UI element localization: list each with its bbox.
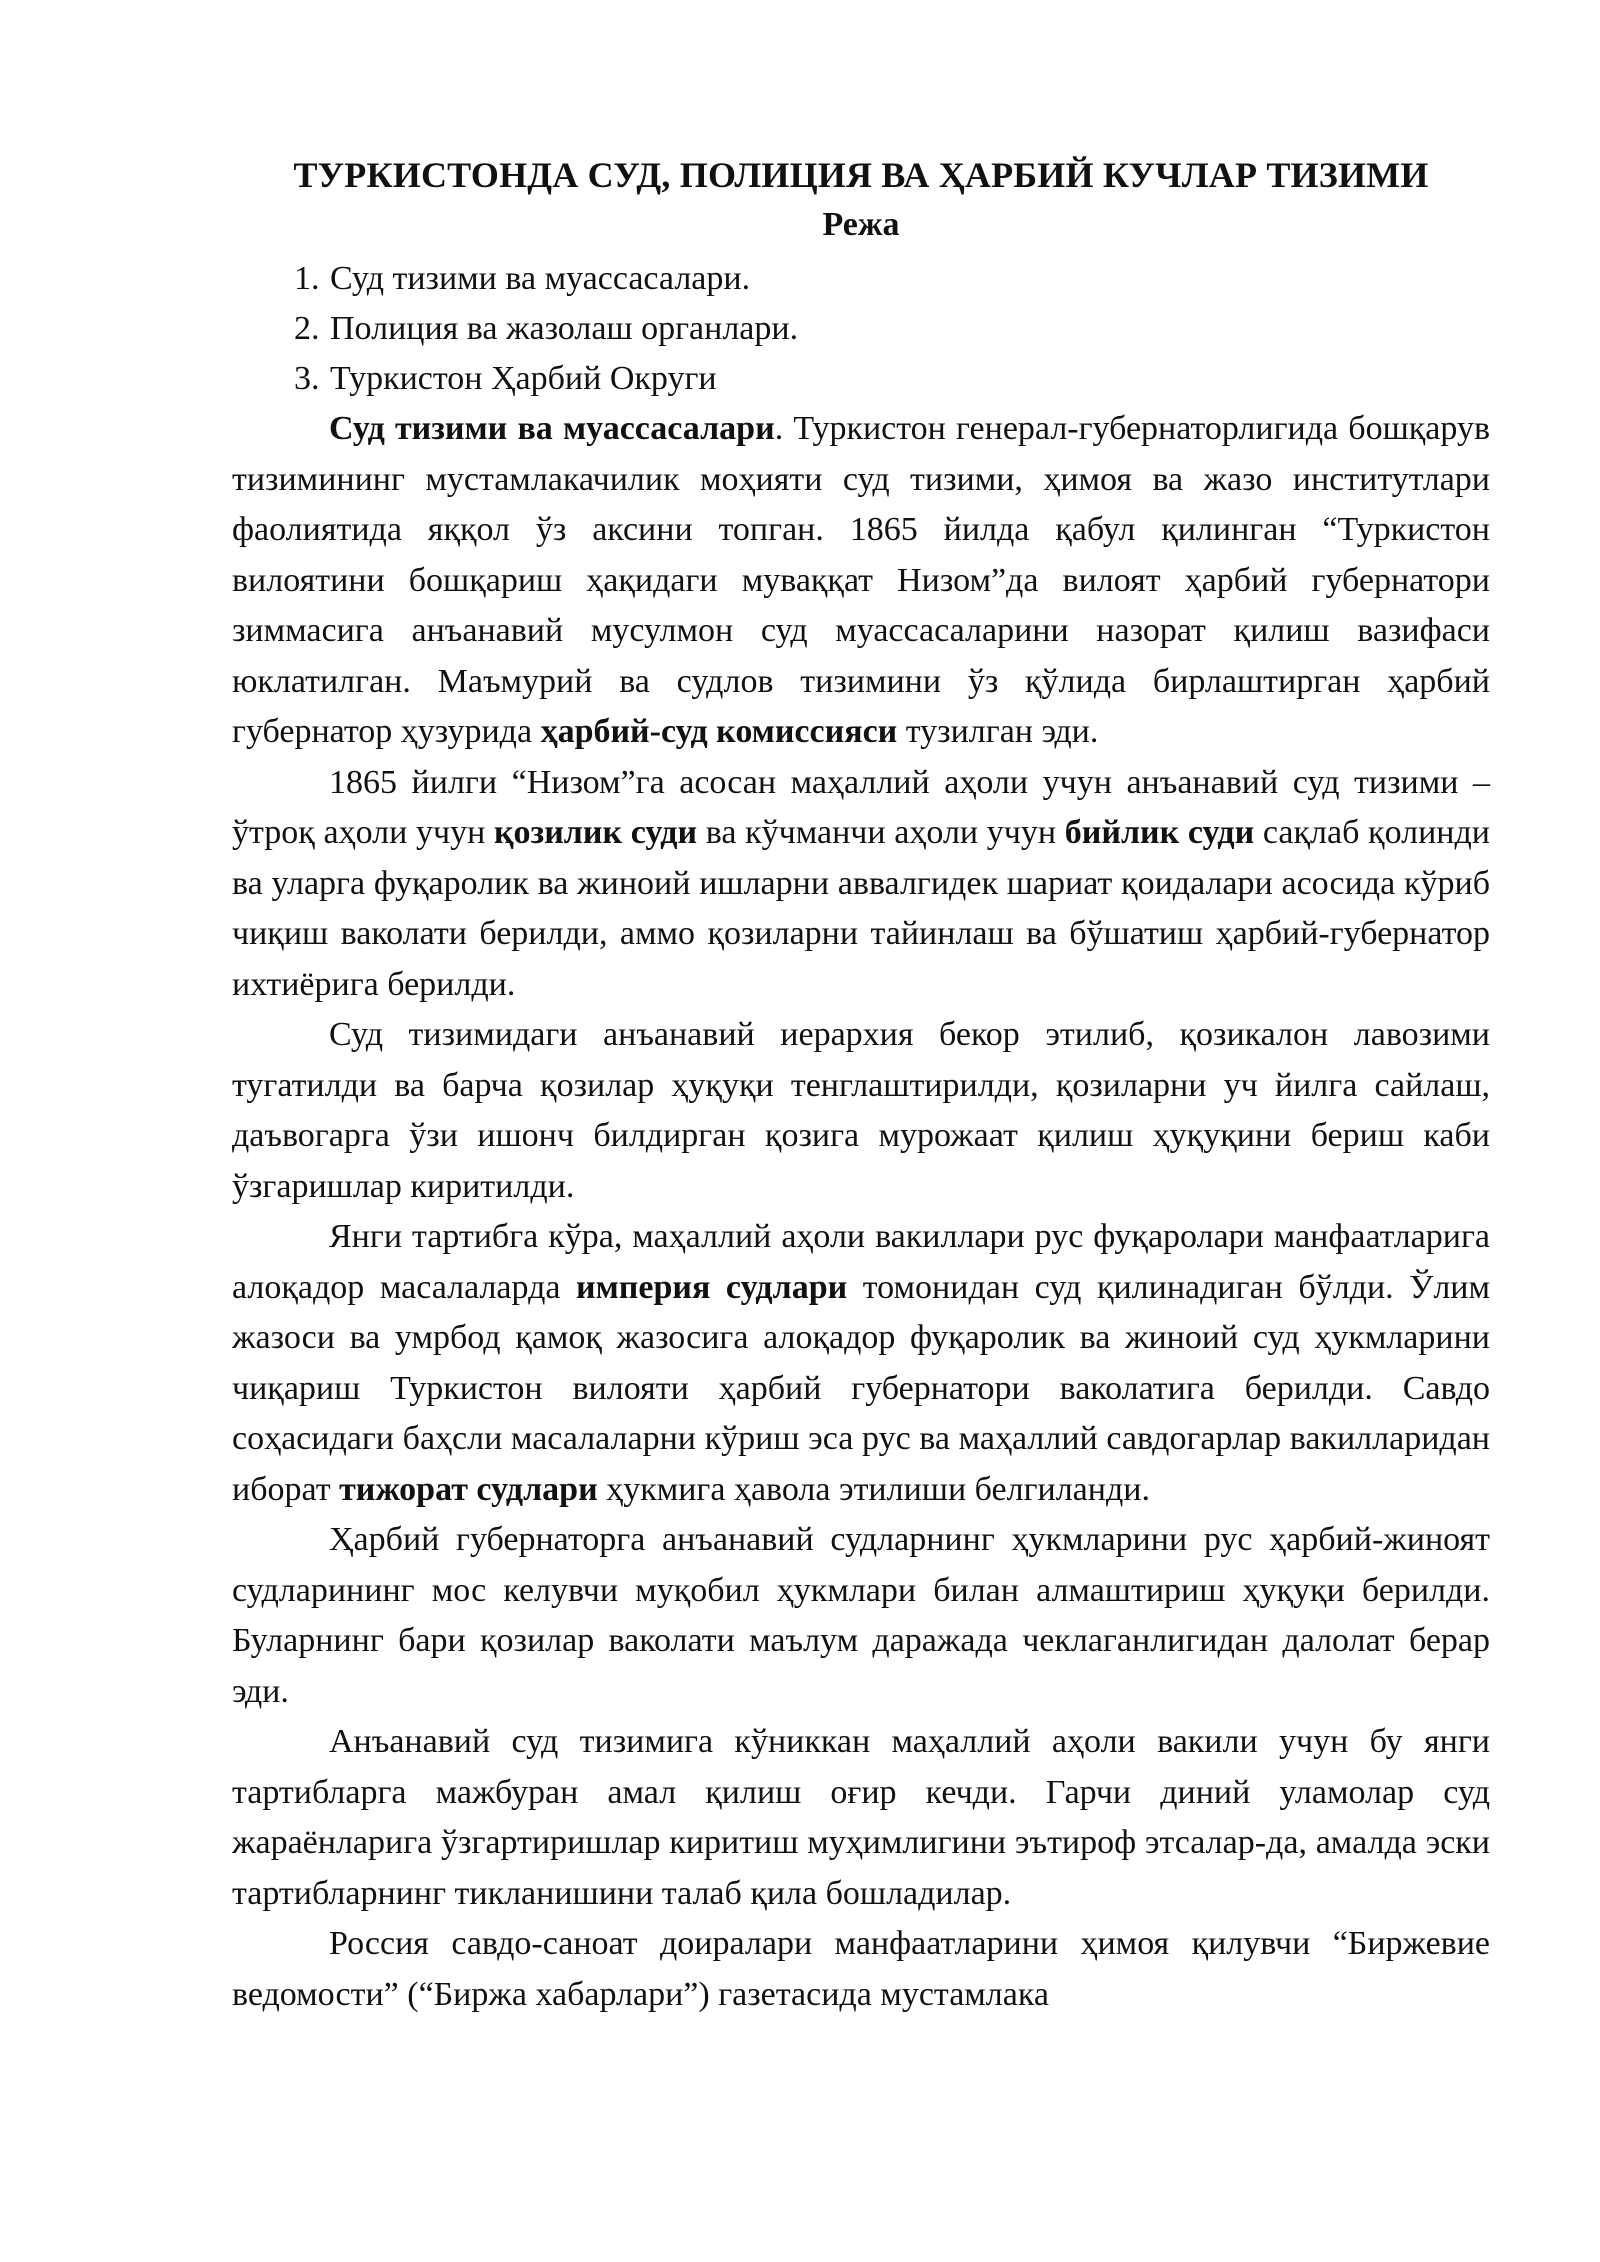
paragraph-court-system (232, 404, 1490, 758)
plan-item-number: 1. (294, 260, 320, 297)
bold-term: қозилик суди (493, 814, 698, 851)
paragraph-traditional-system: Анъанавий суд тизимига кўниккан маҳаллий аҳоли вакили учун бу янги тартибларга мажбуран амал қилиш оғир кечди. Гарчи диний уламолар суд жараёнларига ўзгартиришлар киритиш муҳимлигини эътироф этсалар-да, амалда эски тартибларнинг тикланишини талаб қила бошладилар. (232, 1723, 1490, 1912)
paragraph-1865-statute (232, 758, 1490, 1011)
bold-term: Суд тизими ва муассасалари (329, 410, 775, 447)
bold-term: тижорат судлари (339, 1470, 598, 1508)
paragraph-governor-rights: Ҳарбий губернаторга анъанавий судларнинг ҳукмларини рус ҳарбий-жиноят судларининг мос келувчи муқобил ҳукмлари билан алмаштириш ҳуқуқи берилди. Буларнинг бари қозилар ваколати маълум даражада чеклаганлигидан далолат берар эди. (232, 1521, 1490, 1710)
document-page (232, 150, 1490, 2020)
plan-heading: Режа (822, 206, 900, 243)
plan-item (294, 354, 1490, 404)
paragraph-new-order (232, 1212, 1490, 1515)
paragraph-text: сақлаб қолинди ва уларга фуқаролик ва жиноий ишларни аввалгидек шариат қоидалари асосида кўриб чиқиш ваколати берилди, аммо қозиларни тайинлаш ва бўшатиш ҳарбий-губернатор ихтиёрига берилди. (232, 814, 1490, 1003)
paragraph-text: 1865 йилги “Низом”га асосан маҳаллий аҳоли учун анъанавий суд тизими – ўтроқ аҳоли учун (232, 763, 1490, 851)
paragraph-text: ҳукмига ҳавола этилиши белгиланди. (597, 1470, 1150, 1508)
plan-list (232, 254, 1490, 404)
paragraph-hierarchy: Суд тизимидаги анъанавий иерархия бекор этилиб, қозикалон лавозими тугатилди ва барча қозилар ҳуқуқи тенглаштирилди, қозиларни уч йилга сайлаш, даъвогарга ўзи ишонч билдирган қозига мурожаат қилиш ҳуқуқини бериш каби ўзгаришлар киритилди. (232, 1016, 1490, 1205)
paragraph-text: Янги тартибга кўра, маҳаллий аҳоли вакиллари рус фуқаролари манфаатларига алоқадор масалаларда (232, 1218, 1490, 1306)
bold-term: бийлик суди (1064, 814, 1255, 851)
plan-item (294, 254, 1490, 304)
bold-term: империя судлари (576, 1268, 848, 1306)
paragraph-text: томонидан суд қилинадиган бўлди. Ўлим жазоси ва умрбод қамоқ жазосига алоқадор фуқаролик ва жиноий суд ҳукмларини чиқариш Туркистон вилояти ҳарбий губернатори ваколатига берилди. Савдо соҳасидаги баҳсли масалаларни кўриш эса рус ва маҳаллий савдогарлар вакилларидан иборат (232, 1268, 1490, 1508)
paragraph-russia-circles: Россия савдо-саноат доиралари манфаатларини ҳимоя қилувчи “Биржевие ведомости” (“Биржа хабарлари”) газетасида мустамлака (232, 1925, 1490, 2013)
plan-item (294, 304, 1490, 354)
plan-item-number: 3. (294, 360, 320, 397)
paragraph-text: . Туркистон генерал-губернаторлигида бошқарув тизимининг мустамлакачилик моҳияти суд тизими, ҳимоя ва жазо институтлари фаолиятида яққол ўз аксини топган. 1865 йилда қабул қилинган “Туркистон вилоятини бошқариш ҳақидаги муваққат Низом”да вилоят ҳарбий губернатори зиммасига анъанавий мусулмон суд муассасаларини назорат қилиш вазифаси юклатилган. Маъмурий ва судлов тизимини ўз қўлида бирлаштирган ҳарбий губернатор ҳузурида (232, 410, 1490, 750)
bold-term: ҳарбий-суд комиссияси (540, 713, 898, 750)
plan-item-text: Полиция ва жазолаш органлари. (330, 310, 799, 347)
document-title: ТУРКИСТОНДА СУД, ПОЛИЦИЯ ВА ҲАРБИЙ КУЧЛАР ТИЗИМИ (293, 155, 1429, 195)
plan-item-text: Суд тизими ва муассасалари. (330, 260, 751, 297)
paragraph-text: ва кўчманчи аҳоли учун (697, 814, 1065, 851)
plan-item-number: 2. (294, 310, 320, 347)
plan-item-text: Туркистон Ҳарбий Округи (330, 360, 717, 397)
paragraph-text: тузилган эди. (897, 713, 1099, 750)
